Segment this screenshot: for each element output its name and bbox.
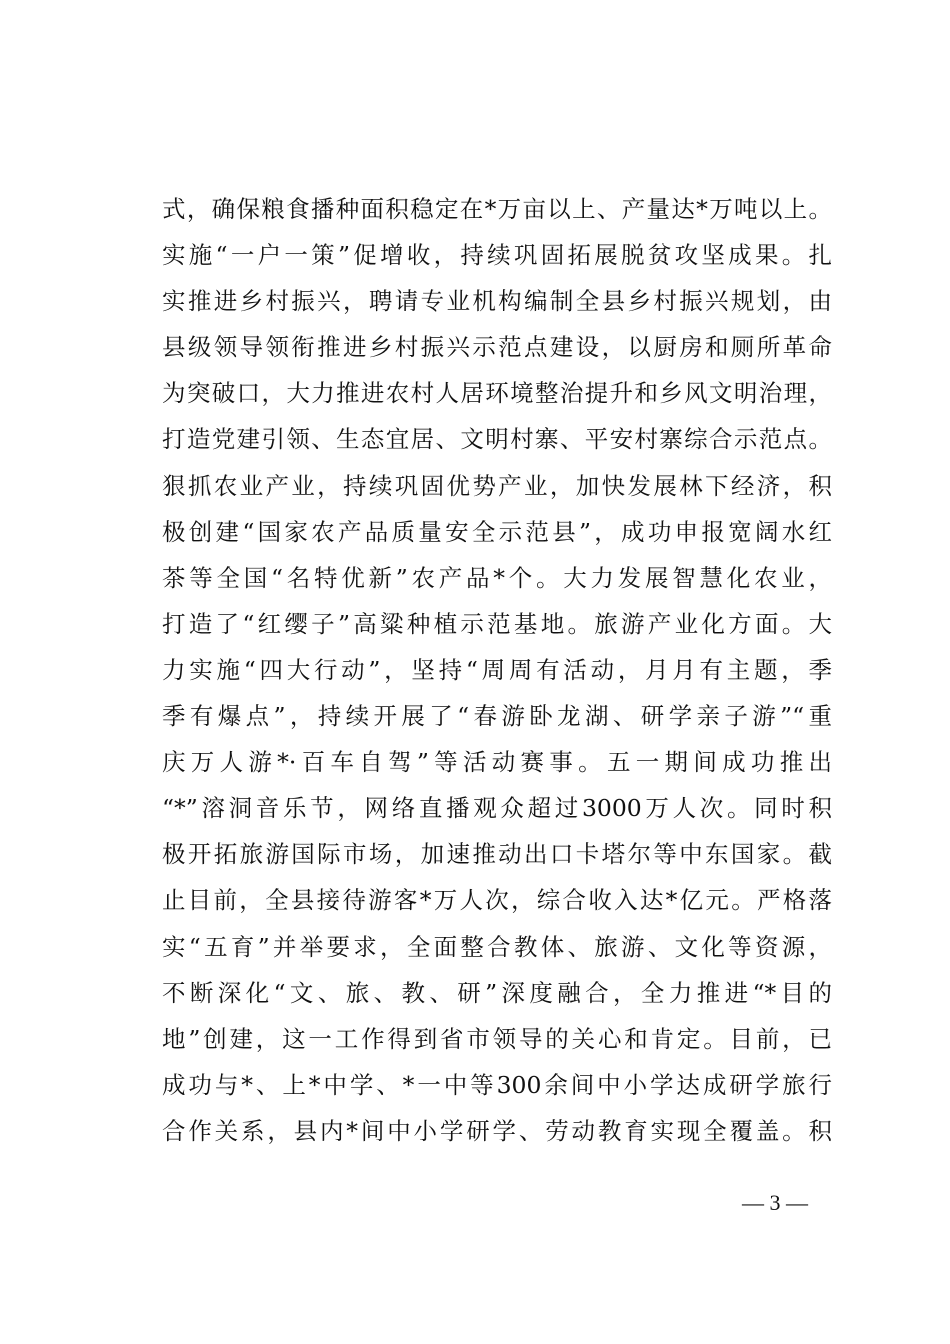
text-line: 庆万人游*·百车自驾”等活动赛事。五一期间成功推出 (162, 748, 832, 777)
text-line: 狠抓农业产业，持续巩固优势产业，加快发展林下经济，积 (162, 471, 832, 500)
text-line: 成功与*、上*中学、*一中等300余间中小学达成研学旅行 (162, 1070, 832, 1099)
text-line: 实“五育”并举要求，全面整合教体、旅游、文化等资源， (162, 932, 832, 961)
text-line: 县级领导领衔推进乡村振兴示范点建设，以厨房和厕所革命 (162, 333, 832, 362)
text-line: 极创建“国家农产品质量安全示范县”，成功申报宽阔水红 (162, 517, 832, 546)
body-text (162, 186, 832, 1154)
text-line: 茶等全国“名特优新”农产品*个。大力发展智慧化农业， (162, 563, 832, 592)
text-line: 不断深化“文、旅、教、研”深度融合，全力推进“*目的 (162, 978, 832, 1007)
text-line: 合作关系，县内*间中小学研学、劳动教育实现全覆盖。积 (162, 1116, 832, 1145)
text-line: 季有爆点”，持续开展了“春游卧龙湖、研学亲子游”“重 (162, 702, 832, 731)
text-line: 打造了“红缨子”高粱种植示范基地。旅游产业化方面。大 (162, 609, 832, 638)
text-line: 止目前，全县接待游客*万人次，综合收入达*亿元。严格落 (162, 886, 832, 915)
text-line: 式，确保粮食播种面积稳定在*万亩以上、产量达*万吨以上。 (162, 195, 832, 223)
text-line: 实推进乡村振兴，聘请专业机构编制全县乡村振兴规划，由 (162, 287, 832, 316)
text-line: 力实施“四大行动”，坚持“周周有活动，月月有主题，季 (162, 655, 832, 684)
text-line: 打造党建引领、生态宜居、文明村寨、平安村寨综合示范点。 (162, 425, 832, 454)
text-line: 地”创建，这一工作得到省市领导的关心和肯定。目前，已 (162, 1024, 832, 1053)
text-line: 为突破口，大力推进农村人居环境整治提升和乡风文明治理， (162, 379, 832, 408)
page-number: — 3 — (742, 1190, 808, 1215)
text-line: 实施“一户一策”促增收，持续巩固拓展脱贫攻坚成果。扎 (162, 241, 832, 270)
text-line: 极开拓旅游国际市场，加速推动出口卡塔尔等中东国家。截 (162, 840, 832, 869)
text-line: “*”溶洞音乐节，网络直播观众超过3000万人次。同时积 (162, 794, 832, 823)
